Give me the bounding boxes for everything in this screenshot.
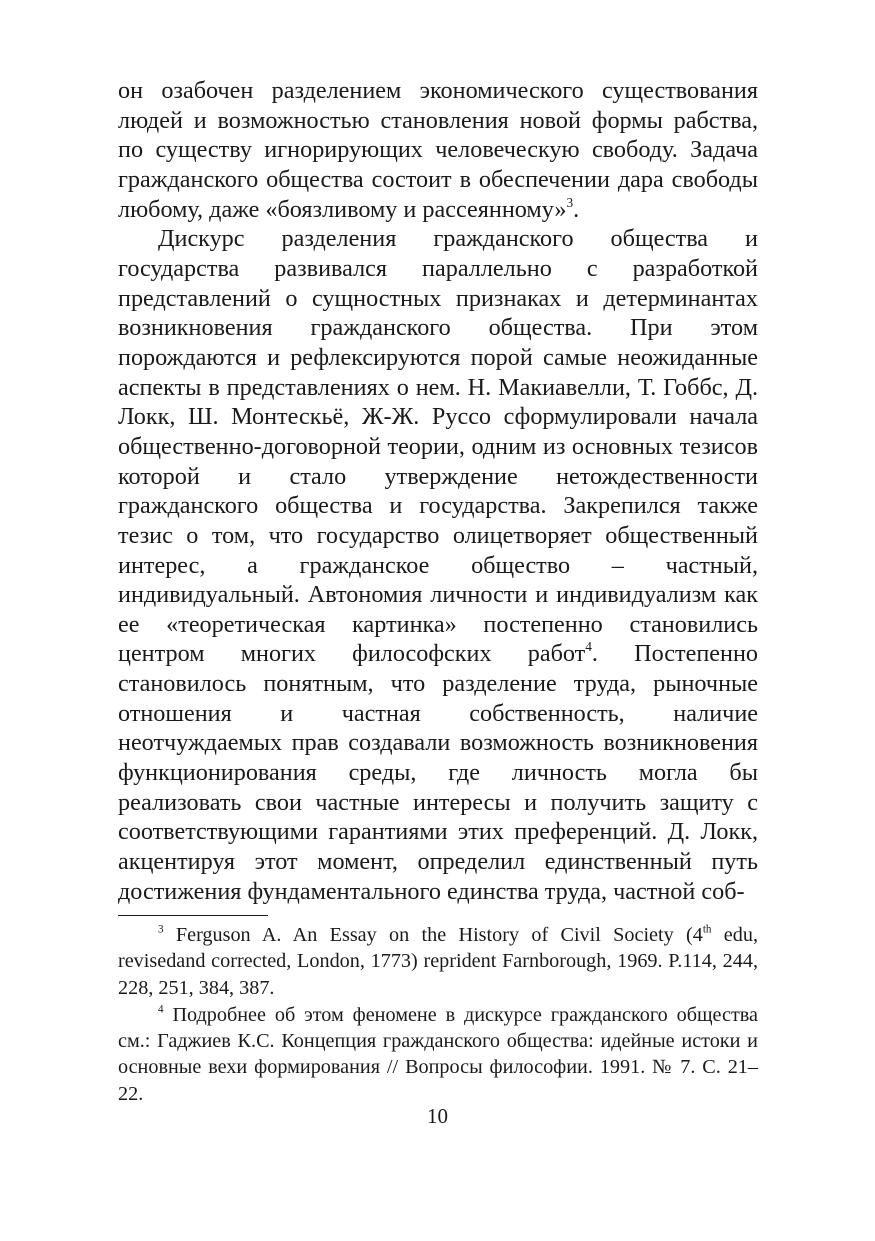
paragraph-2-text: Дискурс разделения гражданского общества и государства развивался параллельно с разработкой представлений о сущностных признаках и детерминантах возникновения гражданского общества. При этом порождаются и рефлексируются порой самые неожиданные аспекты в представлениях о нем. Н. Макиавелли, Т. Гоббс, Д. Локк, Ш. Монтескьё, Ж-Ж. Руссо сформулировали начала общественно-договорной теории, одним из основных тезисов которой и стало утверждение нетождественности гражданского общества и государства. Закрепился также тезис о том, что государство олицетворяет общественный интерес, а гражданское общество – частный, индивидуальный. Автономия личности и индивидуализм как ее «теоретическая картинка» постепенно становились центром многих философских работ xyxy=(118,225,758,668)
paragraph-1 xyxy=(118,76,758,224)
footnote-3-number: 3 xyxy=(158,923,164,936)
footnote-3-text: Ferguson A. An Essay on the History of Civil Society (4 xyxy=(175,924,703,946)
footnote-3 xyxy=(118,922,758,1001)
footnotes xyxy=(118,922,758,1107)
footnote-3-edition-sup: th xyxy=(702,923,712,936)
footnote-3-text-end: edu, revisedand corrected, London, 1773) repridеnt Farnborough, 1969. P.114, 244, 228, 251, 384, 387. xyxy=(118,924,758,999)
footnote-4-text: Подробнее об этом феномене в дискурсе гражданского общества см.: Гаджиев К.С. Концепция гражданского общества: идейные истоки и основные вехи формирования // Вопросы философии. 1991. № 7. С. 21–22. xyxy=(118,1003,759,1105)
paragraph-1-text: он озабочен разделением экономического существования людей и возможностью становления новой формы рабства, по существу игнорирующих человеческую свободу. Задача гражданского общества состоит в обеспечении дара свободы любому, даже «боязливому и рассеянному» xyxy=(118,77,758,223)
footnote-ref-4[interactable]: 4 xyxy=(585,639,592,655)
paragraph-1-text-end: . xyxy=(573,195,580,223)
paragraph-2-text-end: . Постепенно становилось понятным, что разделение труда, рыночные отношения и частная собственность, наличие неотчуждаемых прав создавали возможность возникновения функционирования среды, где личность могла бы реализовать свои частные интересы и получить защиту с соответствующими гарантиями этих преференций. Д. Локк, акцентируя этот момент, определил единственный путь достижения фундаментального единства труда, частной соб- xyxy=(118,640,758,905)
page-number: 10 xyxy=(427,1104,448,1128)
footnote-divider xyxy=(118,915,268,916)
footnote-4-number: 4 xyxy=(158,1003,164,1016)
footnote-ref-3[interactable]: 3 xyxy=(566,194,574,210)
footnote-4 xyxy=(118,1002,758,1107)
paragraph-2 xyxy=(118,224,758,906)
main-text xyxy=(118,76,758,906)
